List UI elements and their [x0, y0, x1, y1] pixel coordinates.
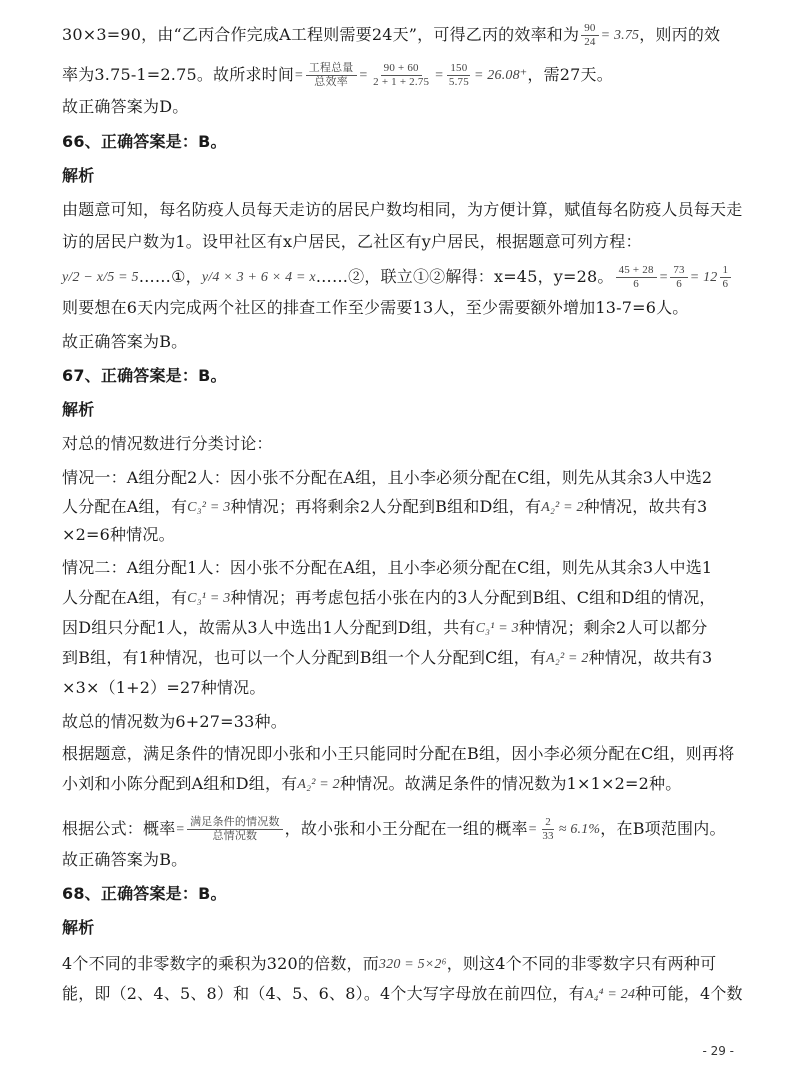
text-line	[62, 497, 752, 518]
text-line: 情况一：A组分配2人：因小张不分配在A组，且小李必须分配在C组，则先从其余3人中选2	[62, 468, 713, 487]
fraction	[616, 264, 657, 291]
text-segment: ，在B项范围内。	[600, 819, 726, 838]
math-expression: A₄⁴ = 24	[584, 986, 636, 1002]
analysis-label: 解析	[62, 918, 95, 937]
answer-heading-68: 68、正确答案是：B。	[62, 884, 227, 903]
fraction-numerator: 73	[670, 264, 687, 278]
text-line	[62, 984, 752, 1005]
math-expression: C₃¹ = 3	[475, 620, 519, 636]
fraction-denominator: 6	[633, 278, 639, 290]
text-line: 故正确答案为B。	[62, 850, 188, 869]
math-expression: y/4 × 3 + 6 × 4 = x	[201, 269, 316, 285]
fraction	[720, 264, 732, 291]
text-segment: ……②，联立①②解得：x=45，y=28。	[315, 267, 614, 286]
text-line: 对总的情况数进行分类讨论：	[62, 434, 273, 453]
text-segment: 人分配在A组，有	[62, 588, 188, 607]
fraction-numerator: 150	[447, 62, 470, 76]
text-line: ×3×（1+2）=27种情况。	[62, 678, 266, 697]
fraction-denominator: 6	[676, 278, 682, 290]
text-segment: ，故小张和小王分配在一组的概率	[284, 819, 528, 838]
text-line	[62, 954, 752, 975]
text-segment: 30×3=90，由“乙丙合作完成A工程则需要24天”，可得乙丙的效率和为	[62, 25, 580, 44]
fraction-numerator: 90 + 60	[381, 62, 422, 76]
text-segment: ……①，	[138, 267, 202, 286]
text-segment: 能，即（2、4、5、8）和（4、5、6、8）。4个大写字母放在前四位，有	[62, 984, 585, 1003]
text-segment: 到B组，有1种情况，也可以一个人分配到B组一个人分配到C组，有	[62, 648, 547, 667]
text-line: 则要想在6天内完成两个社区的排查工作至少需要13人，至少需要额外增加13-7=6人。	[62, 298, 689, 317]
math-expression: C₃² = 3	[187, 499, 231, 515]
analysis-label: 解析	[62, 400, 95, 419]
fraction	[370, 62, 432, 89]
text-line: 由题意可知，每名防疫人员每天走访的居民户数均相同，为方便计算，赋值每名防疫人员每天走	[62, 200, 743, 219]
text-segment: 种情况；再将剩余2人分配到B组和D组，有	[230, 497, 542, 516]
math-expression: = 26.08⁺	[473, 67, 528, 83]
text-line	[62, 588, 752, 609]
text-segment: 种可能，4个数	[635, 984, 743, 1003]
analysis-label: 解析	[62, 166, 95, 185]
fraction-numerator: 45 + 28	[616, 264, 657, 278]
fraction-denominator: 33	[542, 830, 554, 842]
fraction-denominator: 总效率	[314, 76, 348, 88]
text-segment: 人分配在A组，有	[62, 497, 188, 516]
page-number: - 29 -	[702, 1044, 734, 1058]
text-segment: 率为3.75-1=2.75。故所求时间	[62, 65, 295, 84]
fraction	[539, 816, 556, 843]
text-segment: 种情况；再考虑包括小张在内的3人分配到B组、C组和D组的情况，	[230, 588, 716, 607]
fraction-numerator: 1	[720, 264, 732, 278]
math-expression: = 12	[689, 269, 718, 285]
fraction-denominator: 总情况数	[212, 830, 258, 842]
text-segment: 根据公式：概率	[62, 819, 176, 838]
fraction-numerator: 2	[542, 816, 554, 830]
text-line: 率为3.75-1=2.75。故所求时间= $\frac{\text{工程总量}}{\text{总效率}}$ = $\frac{90 + 60}{2 + 1 + 2.75}$ = $\frac{150}{5.75}$ = 26.08⁺，需27天。	[62, 62, 613, 88]
text-segment: ，则丙的效	[639, 25, 721, 44]
text-line: 故总的情况数为6+27=33种。	[62, 712, 287, 731]
fraction	[306, 62, 357, 89]
fraction	[446, 62, 472, 89]
text-segment: 因D组只分配1人，故需从3人中选出1人分配到D组，共有	[62, 618, 476, 637]
fraction	[581, 22, 598, 49]
text-line: 情况二：A组分配1人：因小张不分配在A组，且小李必须分配在C组，则先从其余3人中选1	[62, 558, 713, 577]
math-expression: A₂² = 2	[546, 650, 589, 666]
text-line	[62, 618, 752, 639]
text-line: 故正确答案为D。	[62, 97, 189, 116]
fraction-numerator: 满足条件的情况数	[187, 816, 283, 830]
math-expression: A₂² = 2	[541, 499, 584, 515]
math-expression: y/2 − x/5 = 5	[62, 269, 139, 285]
fraction-denominator: 5.75	[448, 76, 469, 88]
text-line	[62, 22, 752, 49]
fraction	[670, 264, 687, 291]
text-line: ×2=6种情况。	[62, 525, 175, 544]
text-segment: 小刘和小陈分配到A组和D组，有	[62, 774, 298, 793]
text-segment: 种情况，故共有3	[588, 648, 713, 667]
fraction-denominator: 24	[584, 36, 596, 48]
answer-heading-67: 67、正确答案是：B。	[62, 366, 227, 385]
text-segment: 种情况，故共有3	[583, 497, 708, 516]
math-expression: ≈ 6.1%	[558, 821, 601, 837]
math-expression: = 3.75	[600, 27, 640, 43]
text-line: 访的居民户数为1。设甲社区有x户居民，乙社区有y户居民，根据题意可列方程：	[62, 232, 642, 251]
answer-heading-66: 66、正确答案是：B。	[62, 132, 227, 151]
text-line: 故正确答案为B。	[62, 332, 188, 351]
text-segment: 种情况。故满足条件的情况数为1×1×2=2种。	[339, 774, 682, 793]
fraction	[187, 816, 283, 843]
text-segment: ，需27天。	[527, 65, 613, 84]
fraction-numerator: 工程总量	[306, 62, 357, 76]
text-segment: 种情况；剩余2人可以都分	[518, 618, 708, 637]
math-expression: C₃¹ = 3	[187, 590, 231, 606]
math-expression: 320 = 5×2⁶	[378, 956, 447, 972]
fraction-denominator: 6	[722, 278, 729, 290]
text-line	[62, 774, 752, 795]
text-line: y/2 − x/5 = 5……①，y/4 × 3 + 6 × 4 = x……②，联立①②解得：x=45，y=28。 $\frac{45 + 28}{6}$ = $\frac{73}{6}$ = 12 $\frac{1}{6}$	[62, 264, 752, 291]
math-expression: A₂² = 2	[297, 776, 340, 792]
text-segment: 4个不同的非零数字的乘积为320的倍数，而	[62, 954, 379, 973]
fraction-numerator: 90	[581, 22, 598, 36]
text-segment: ，则这4个不同的非零数字只有两种可	[446, 954, 717, 973]
text-line	[62, 648, 752, 669]
text-line: 根据题意，满足条件的情况即小张和小王只能同时分配在B组，因小李必须分配在C组，则再将	[62, 744, 735, 763]
fraction-denominator: 2 + 1 + 2.75	[373, 76, 430, 88]
text-line: 根据公式：概率= $\frac{\text{满足条件的情况数}}{\text{总情况数}}$ ，故小张和小王分配在一组的概率= $\frac{2}{33}$ ≈ 6.1%，在B项范围内。	[62, 816, 726, 842]
